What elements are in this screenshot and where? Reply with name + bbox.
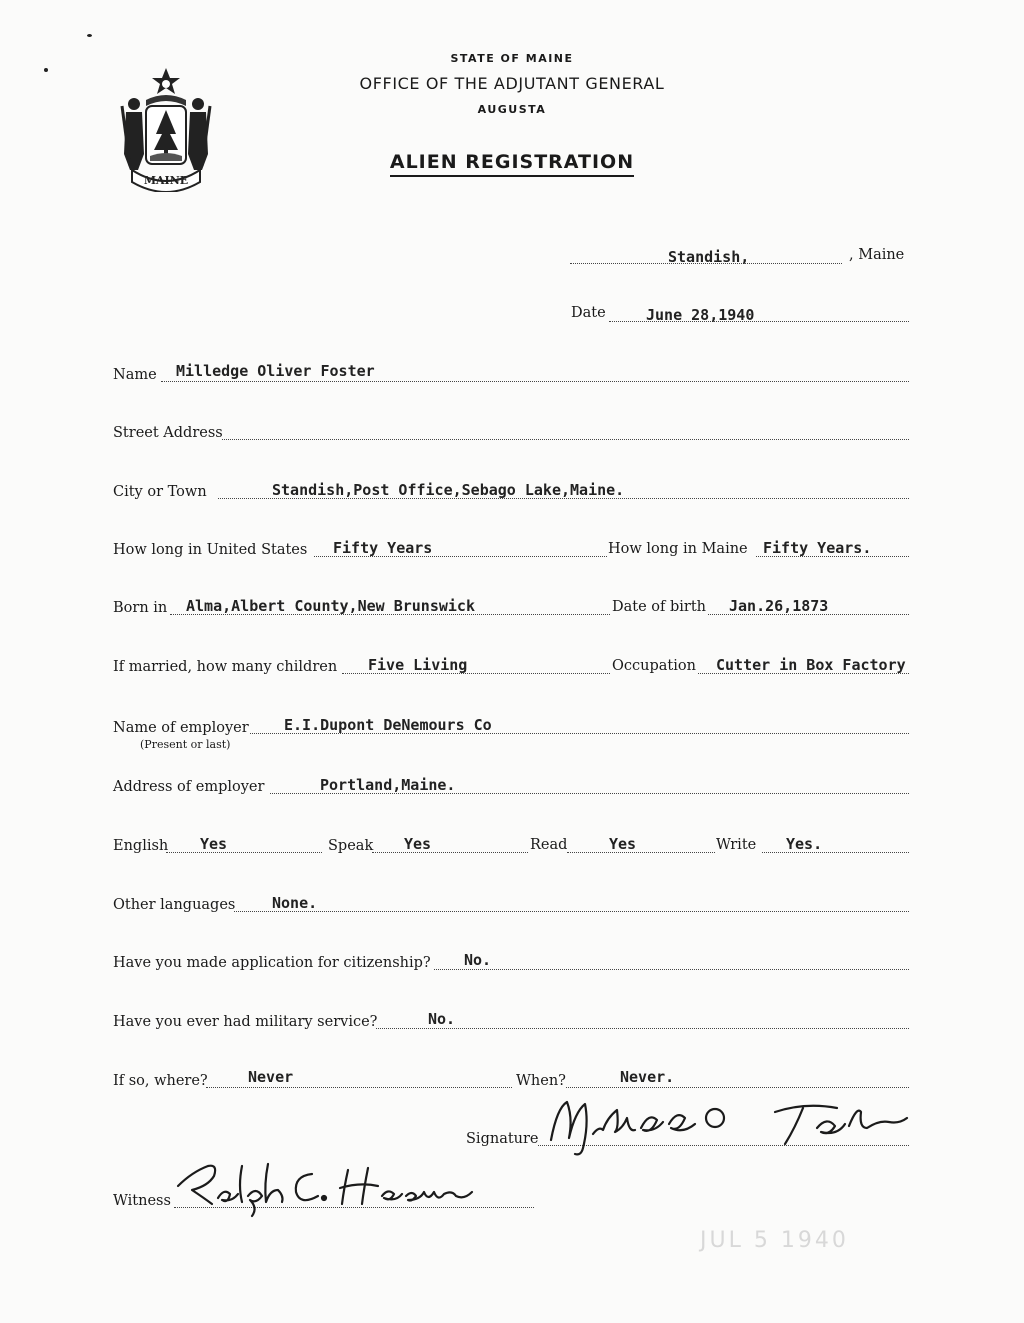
employer-value: E.I.Dupont DeNemours Co bbox=[284, 716, 492, 734]
how-long-us-value: Fifty Years bbox=[333, 539, 433, 557]
write-label: Write bbox=[716, 837, 757, 853]
where-dots bbox=[206, 1087, 512, 1088]
how-long-maine-label: How long in Maine bbox=[608, 541, 748, 557]
write-value: Yes. bbox=[786, 835, 823, 853]
when-label: When? bbox=[516, 1073, 566, 1089]
state-heading: STATE OF MAINE bbox=[450, 52, 574, 65]
other-languages-label: Other languages bbox=[113, 897, 236, 913]
received-stamp: JUL 5 1940 bbox=[700, 1228, 849, 1253]
english-value: Yes bbox=[200, 835, 228, 853]
when-value: Never. bbox=[620, 1068, 675, 1086]
occupation-label: Occupation bbox=[612, 658, 696, 674]
scan-speck bbox=[87, 34, 92, 37]
city-label: City or Town bbox=[113, 484, 207, 500]
city-heading: AUGUSTA bbox=[477, 103, 547, 116]
other-languages-value: None. bbox=[272, 894, 318, 912]
military-dots bbox=[376, 1028, 909, 1029]
date-of-birth-label: Date of birth bbox=[612, 599, 707, 615]
employer-address-label: Address of employer bbox=[113, 779, 265, 795]
name-dots bbox=[161, 381, 909, 382]
name-label: Name bbox=[113, 367, 157, 383]
other-languages-dots bbox=[234, 911, 909, 912]
seal-banner-text: MAINE bbox=[143, 174, 189, 187]
children-label: If married, how many children bbox=[113, 659, 338, 675]
office-heading: OFFICE OF THE ADJUTANT GENERAL bbox=[359, 74, 665, 93]
employer-note: (Present or last) bbox=[140, 738, 231, 751]
street-label: Street Address bbox=[113, 425, 223, 441]
born-in-value: Alma,Albert County,New Brunswick bbox=[186, 597, 475, 615]
state-seal-icon bbox=[112, 66, 220, 192]
maine-label: , Maine bbox=[849, 247, 905, 263]
city-value: Standish,Post Office,Sebago Lake,Maine. bbox=[272, 481, 625, 499]
english-dots bbox=[166, 852, 322, 853]
date-label: Date bbox=[571, 305, 606, 321]
town-value: Standish, bbox=[668, 248, 750, 266]
signature-label: Signature bbox=[466, 1131, 539, 1147]
military-value: No. bbox=[428, 1010, 456, 1028]
children-value: Five Living bbox=[368, 656, 468, 674]
employer-address-value: Portland,Maine. bbox=[320, 776, 456, 794]
how-long-maine-value: Fifty Years. bbox=[763, 539, 872, 557]
scan-speck bbox=[44, 68, 48, 72]
employer-label: Name of employer bbox=[113, 720, 249, 736]
speak-value: Yes bbox=[404, 835, 432, 853]
applicant-signature bbox=[545, 1088, 915, 1160]
citizenship-label: Have you made application for citizenship? bbox=[113, 955, 431, 971]
citizenship-value: No. bbox=[464, 951, 492, 969]
occupation-value: Cutter in Box Factory bbox=[716, 656, 906, 674]
street-dots bbox=[222, 439, 909, 440]
read-dots bbox=[567, 852, 715, 853]
form-title-text: ALIEN REGISTRATION bbox=[390, 151, 634, 177]
date-of-birth-value: Jan.26,1873 bbox=[729, 597, 829, 615]
speak-dots bbox=[372, 852, 528, 853]
name-value: Milledge Oliver Foster bbox=[176, 362, 375, 380]
citizenship-dots bbox=[434, 969, 909, 970]
military-label: Have you ever had military service? bbox=[113, 1014, 378, 1030]
witness-label: Witness bbox=[113, 1193, 171, 1209]
speak-label: Speak bbox=[328, 838, 374, 854]
witness-signature bbox=[172, 1156, 512, 1218]
write-dots bbox=[762, 852, 909, 853]
read-value: Yes bbox=[609, 835, 637, 853]
how-long-us-label: How long in United States bbox=[113, 542, 308, 558]
where-label: If so, where? bbox=[113, 1073, 208, 1089]
english-label: English bbox=[113, 838, 169, 854]
read-label: Read bbox=[530, 837, 568, 853]
born-in-label: Born in bbox=[113, 600, 168, 616]
where-value: Never bbox=[248, 1068, 294, 1086]
date-value: June 28,1940 bbox=[646, 306, 755, 324]
